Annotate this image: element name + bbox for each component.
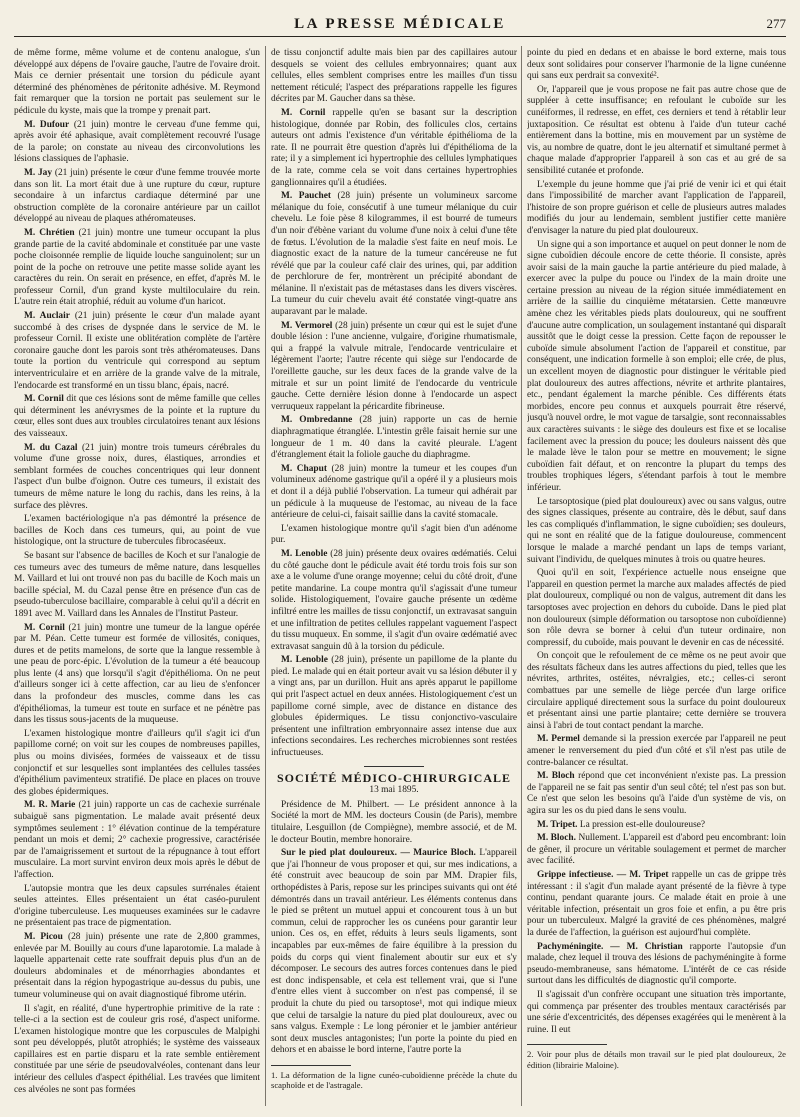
column-left	[14, 48, 260, 1103]
speaker-name: M. Bloch.	[537, 833, 576, 844]
paragraph-text: (28 juin) présente une rate de 2,800 grammes, enlevée par M. Bouilly au cours d'une laparotomie. La malade à laquelle appartenait cette rate souffrait depuis plus d'un an de douleurs abdominales et de ménorrhagies abondantes et présentait dans la région hypogastrique au-dessus du pubis, une tumeur volumineuse qui on avait diagnostiqué fibrome utérin.	[14, 931, 260, 1000]
paragraph-text: L'examen histologique montre qu'il s'agit bien d'un adénome pur.	[271, 523, 517, 546]
paragraph	[271, 524, 517, 547]
paragraph	[14, 48, 260, 118]
paragraph-text: Un signe qui a son importance et auquel on peut donner le nom de signe cuboïdien découle encore de cette théorie. Il consiste, après avoir saisi de la main gauche la partie antérieure du pied malade, à exercer avec la pulpe du pouce ou l'index de la main droite une certaine pression au niveau de la région située immédiatement en arrière de la saillie du cinquième métatarsien. Cette manœuvre amène chez les véritables pieds plats douloureux, qui ne souffrent d'aucune autre complication, un soulagement instantané qui disparaît aussitôt que le doigt cesse la pression. Cette façon de repousser le cuboïde simule absolument l'action de l'appareil et constitue, par conséquent, une indication formelle à son emploi; elle crée, de plus, un excellent moyen de diagnostic pour distinguer le véritable pied plat douloureux des autres affections, névrite et arthrite plantaires, etc., pendant également la marche pénible. Ces différents états morbides, encore peu connus et auxquels pourrait être réservé, jusqu'à nouvel ordre, le mot vague de tarsalgie, sont reconnaissables aux caractères suivants : le siège des douleurs est fixe et se localise facilement avec la pression du pouce; les douleurs naissent dès que le malade lève le talon pour se mettre en mouvement; le signe cuboïdien fait défaut, et on rencontre la plupart du temps des troubles trophiques légers, s'étendant parfois à tout le membre inférieur.	[527, 239, 786, 493]
speaker-name: M. Picou	[24, 931, 63, 942]
speaker-name: M. Ombredanne	[281, 415, 353, 426]
paragraph	[527, 990, 786, 1036]
paragraph-text: dit que ces lésions sont de même famille que celles qui déterminent les anévrysmes de la pointe et la rupture du cœur, elles sont dues aux troubles circulatoires tenant aux lésions des vaisseaux.	[14, 394, 260, 439]
paragraph-text: Or, l'appareil que je vous propose ne fait pas autre chose que de suppléer à cette insuffisance; en refoulant le cuboïde sur les cunéiformes, il redresse, en effet, ces derniers et tend à rétablir leur juxtaposition. Ce résultat est obtenu à l'aide d'un tuteur caché entièrement dans la bottine, mis en mouvement par un système de vis, au nombre de quatre, dont le jeu alternatif et simultané permet à chaque malade d'approprier l'appareil à son cas et au gré de sa sensibilité cutanée et profonde.	[527, 84, 786, 176]
footnote-rule	[527, 1044, 607, 1045]
paragraph-text: Quoi qu'il en soit, l'expérience actuelle nous enseigne que l'appareil en question permet la marche aux malades affectés de pied plat douloureux, compliqué ou non de valgus, autrement dit dans les tarsoptoses avec projection en dehors du cuboïde. Dans le pied plat non douloureux (simple déformation ou tarsoptose non cuboïdienne) son rôle devra se borner à celui d'un tuteur ordinaire, non compressif, du cuboïde, mais pouvant le devenir en cas de nécessité.	[527, 568, 786, 648]
paragraph-text: (21 juin) montre une tumeur occupant la plus grande partie de la cavité abdominale et constituée par une vaste poche cloisonnée remplie de liquide louche sanguinolent; sur un point de la poche on retrouve une petite masse solide ayant les caractères du rein. On serait en présence, en effet, d'après M. le professeur Cornil, d'un grand kyste multiloculaire du rein. L'autre rein était atrophié, réduit au volume d'un haricot.	[14, 227, 260, 308]
speaker-name: M. du Cazal	[24, 442, 78, 453]
paragraph-text: (21 juin) présente le cœur d'un malade ayant succombé à des crises de dyspnée dans le service de M. le professeur Cornil. Il existe une oblitération complète de l'artère coronaire gauche dont les parois sont très athéromateuses. Dans toute la portion du ventricule qui correspond au septum interventriculaire et en arrière de la grande valve de la mitrale, l'endocarde est transformé en un tissu blanc, épais, nacré.	[14, 311, 260, 391]
speaker-name: M. Auclair	[24, 311, 70, 322]
speaker-name: M. Lenoble	[281, 548, 328, 559]
paragraph	[527, 651, 786, 732]
subheading: Grippe infectieuse. — M. Tripet	[537, 869, 669, 880]
paragraph	[14, 884, 260, 930]
paragraph-text: Il s'agissait d'un confrère occupant une situation très importante, qui commença par présenter des troubles mentaux caractérisés par une série d'excentricités, des dépenses exagérées qui le menèrent à la ruine. Il eut	[527, 989, 786, 1035]
paragraph-text: La pression est-elle douloureuse?	[577, 819, 706, 830]
paragraph-text: (28 juin) présente un cœur qui est le sujet d'une double lésion : l'une ancienne, vulgaire, d'origine rhumatismale, qui a frappé la valvule mitrale, l'endocarde ventriculaire et légèrement l'aorte; l'autre récente qui siège sur l'endocarde de l'oreillette gauche, sur les deux faces de la grande valve de la mitrale et sur un point limité de l'endocarde du ventricule gauche. Cette dernière lésion donne à l'endocarde un aspect verruqueux rappelant la péricardite fibrineuse.	[271, 320, 517, 412]
paragraph	[527, 180, 786, 238]
paragraph-text: On conçoit que le refoulement de ce même os ne peut avoir que des résultats fâcheux dans les autres affections du pied, telles que les névrites, arthrites, ostéites, névralgies, etc.; celles-ci seront combattues par une semelle de liège percée d'un large orifice circulaire appliqué directement sous la surface du point douloureux et présentant ainsi une partie plantaire; cette dernière se trouvera ainsi à l'abri de tout contact pendant la marche.	[527, 651, 786, 731]
column-divider	[521, 46, 522, 1106]
speaker-name: M. Permel	[537, 734, 580, 745]
speaker-name: M. Cornil	[281, 107, 326, 118]
journal-title: LA PRESSE MÉDICALE	[294, 16, 506, 32]
speaker-name: M. Dufour	[24, 119, 70, 130]
speaker-name: M. Lenoble	[281, 655, 328, 666]
paragraph-text: (21 juin) montre le cerveau d'une femme qui, après avoir été aphasique, avait complètement recouvré l'usage de la parole; on constate au niveau des circonvolutions les lésions classiques de l'aphasie.	[14, 119, 260, 165]
paragraph	[527, 48, 786, 83]
paragraph	[527, 240, 786, 495]
paragraph-text: (28 juin), présente un papillome de la plante du pied. Le malade qui en était porteur avait vu sa lésion débuter il y a vingt ans, par un durillon. Huit ans après apparut le papillome qui prit l'aspect actuel en deux années. Histologiquement c'est un papillome corné simple, avec de distance en distance des globules épidermiques. Le tissu conjonctivo-vasculaire présentent une infiltration embryonnaire assez intense due aux infections secondaires. Les recherches microbiennes sont restées infructueuses.	[271, 655, 517, 759]
paragraph-text: rappelle qu'en se basant sur la description histologique, donnée par Robin, des follicules clos, certains auteurs ont admis l'existence d'un véritable épithélioma de la rate. Il ne pourrait être question d'après lui d'épithélioma de la rate; il y a simplement ici hypertrophie des cellules lymphatiques de la rate, comme cela se voit dans certaines hypertrophies ganglionnaires qu'il a étudiées.	[271, 107, 517, 188]
paragraph-text: Se basant sur l'absence de bacilles de Koch et sur l'analogie de ces tumeurs avec des tumeurs de même nature, dans lesquelles M. Vaillard et lui ont trouvé non pas du bacille de Koch mais un bacille spécial, M. du Cazal pense être en présence d'un cas de pseudo-tuberculose bacillaire, comparable à celui qu'il a décrit en 1891 avec M. Vaillard dans les Annales de l'Institut Pasteur.	[14, 550, 260, 619]
paragraph-text: rappelle un cas de grippe très intéressant : il s'agit d'un malade ayant présenté de la fièvre à type continu, pendant quarante jours. Ce malade était en proie à une véritable infection, présentait un gros foie et enfin, a pu être pris pour un tuberculeux. Malgré la gravité de ces phénomènes, malgré la durée de l'affection, la guérison est aujourd'hui complète.	[527, 869, 786, 938]
paragraph	[14, 932, 260, 1002]
speaker-name: M. Bloch	[537, 771, 575, 782]
paragraph-text: (28 juin) présente deux ovaires œdématiés. Celui du côté gauche dont le pédicule avait été tordu trois fois sur son axe a le volume d'une orange moyenne; celui du côté droit, d'une petite mandarine. La coupe montra qu'il s'agissait d'une tumeur solide. Histologiquement, l'ovaire gauche présente un œdème infiltré entre les mailles de tissu conjonctif, un extravasat sanguin et une infiltration de petites cellules rappelant vaguement l'aspect du tissu muqueux. En somme, il s'agit d'un ovaire œdématié avec extravasat sanguin dû à la torsion du pédicule.	[271, 548, 517, 652]
paragraph	[271, 464, 517, 522]
paragraph	[527, 734, 786, 769]
speaker-name: M. Chrétien	[24, 227, 75, 238]
paragraph	[14, 168, 260, 226]
paragraph-text: pointe du pied en dedans et en abaisse le bord externe, mais tous deux sont solidaires pour conserver l'harmonie de la ligne cunéenne qui sans eux perdrait sa convexité².	[527, 48, 786, 82]
paragraph-text: Il s'agit, en réalité, d'une hypertrophie primitive de la rate : telle-ci a la section est de couleur gris rosé, d'aspect uniforme. L'examen histologique montre que les corpuscules de Malpighi sont peu développés, plutôt atrophiés; le système des vaisseaux capillaires est en partie disparu et la rate semble entièrement constituée par une série de pseudovalvéoles, contenant dans leur intérieur des cellules d'aspect épithélial. Les travées que limitent ces alvéoles ne sont pas formées	[14, 1003, 260, 1095]
paragraph-text: Présidence de M. Philbert. — Le président annonce à la Société la mort de MM. les docteurs Cousin (de Paris), membre titulaire, Lesguillon (de Compiègne), membre associé, et de M. le docteur Boutin, membre honoraire.	[271, 799, 517, 845]
paragraph	[527, 497, 786, 567]
paragraph-text: L'examen histologique montre d'ailleurs qu'il s'agit ici d'un papillome corné; on voit sur les coupes de nombreuses papilles, plus ou moins divisées, formées de vaisseaux et de tissu conjonctif et sur lesquelles sont implantées des cellules tassées d'épithélium pavimenteux stratifié. De place en places on trouve des globes épidermiques.	[14, 728, 260, 797]
paragraph	[271, 108, 517, 189]
paragraph-text: de même forme, même volume et de contenu analogue, s'un développé aux dépens de l'ovaire gauche, l'autre de l'ovaire droit. Mais ce dernier présentait une torsion du pédicule ayant déterminé des phénomènes de péritonite adhésive. M. Reymond fait remarquer que la torsion ne portait pas seulement sur le pédicule du kyste, mais que la trompe y prenait part.	[14, 48, 260, 116]
paragraph-text: (21 juin) montre une tumeur de la langue opérée par M. Péan. Cette tumeur est formée de villosités, coniques, dures et de petits mamelons, de sorte que la langue ressemble à une peau de porc-épic. L'évolution de la tumeur a été beaucoup plus lente (4 ans) que lorsqu'il s'agit d'épithélioma. On ne peut d'ailleurs songer ici à cette affection, car au lieu de s'enfoncer dans la profondeur des muscles, comme dans les cas d'épithéliomas, la tumeur est toute en surface et ne pénètre pas dans les tissus sous-jacents de la muqueuse.	[14, 622, 260, 726]
column-divider	[265, 46, 266, 1106]
paragraph-text: Nullement. L'appareil est d'abord peu encombrant: loin de gêner, il procure un véritable soulagement et permet de marcher avec facilité.	[527, 833, 786, 867]
paragraph-text: L'exemple du jeune homme que j'ai prié de venir ici et qui était dans l'impossibilité de marcher avant l'application de l'appareil, l'histoire de son propre guérison et celle de plusieurs autres malades modifiés du jour au lendemain, semblent justifier cette manière d'envisager la nature du pied plat douloureux.	[527, 179, 786, 236]
paragraph-text: rapporte l'autopsie d'un malade, chez lequel il trouva des lésions de pachyméningite à forme pseudo-membraneuse, sans hématome. L'intérêt de ce cas réside surtout dans les difficultés de diagnostic qu'il comporte.	[527, 941, 786, 987]
paragraph	[14, 514, 260, 549]
footnote: 2. Voir pour plus de détails mon travail sur le pied plat douloureux, 2e édition (librairie Maloine).	[527, 1049, 786, 1070]
paragraph-text: de tissu conjonctif adulte mais bien par des capillaires autour desquels se voient des cellules embryonnaires; quant aux cellules, elles semblent comprises entre les mailles d'un tissu nettement réticulé; l'aspect des préparations rappelle les figures décrites par M. Gaucher dans sa thèse.	[271, 48, 517, 105]
paragraph-text: répond que cet inconvénient n'existe pas. La pression de l'appareil ne se fait pas sentir d'un seul côté; tel n'est pas son but. Ce n'est que selon les besoins qu'à l'aide d'un système de vis, on agira sur les os du pied dans le sens voulu.	[527, 771, 786, 816]
paragraph	[271, 655, 517, 759]
section-rule	[364, 766, 424, 767]
speaker-name: M. Cornil	[24, 394, 64, 405]
speaker-name: M. Pauchet	[281, 191, 332, 202]
speaker-name: M. Chaput	[281, 463, 327, 474]
paragraph	[271, 48, 517, 106]
paragraph	[527, 833, 786, 868]
section-date: 13 mai 1895.	[369, 785, 419, 796]
paragraph	[14, 729, 260, 799]
paragraph	[271, 191, 517, 319]
paragraph	[14, 311, 260, 392]
section-title: SOCIÉTÉ MÉDICO-CHIRURGICALE	[276, 770, 512, 785]
paragraph-text: L'examen bactériologique n'a pas démontré la présence de bacilles de Koch dans ces tumeurs, qui, au point de vue histologique, ont la structure de tubercules fibrocaséeux.	[14, 514, 260, 548]
paragraph	[271, 321, 517, 414]
speaker-name: M. Cornil	[24, 622, 65, 633]
speaker-name: M. Tripet.	[537, 819, 578, 830]
paragraph	[271, 800, 517, 846]
paragraph	[14, 394, 260, 440]
paragraph	[14, 228, 260, 309]
paragraph-text: L'appareil que j'ai l'honneur de vous proposer et qui, sur mes indications, a été construit avec beaucoup de soin par MM. Drapier fils, orthopédistes à Paris, repose sur les principes suivants qui ont été démontrés dans un travail antérieur. Les éléments contenus dans le pied se prêtent un mutuel appui et concourent tous à un but commun, celui de rapprocher les os cunéens pour garantir leur union. Ces os, en effet, réduits à leurs seuls ligaments, sont incapables par eux-mêmes de faire équilibre à la pression du poids du corps qui vient finalement aboutir sur eux et s'y décomposer. Le secours des autres forces contenues dans le pied est donc indispensable, et cela est tellement vrai, que si l'une d'entre elles vient à succomber on n'est pas compensé, il se produit la chute du pied ou tarsoptose¹, mot qui indique mieux que celui de tarsalgie la nature du pied plat douloureux, avec ou sans valgus. Exemple : Le long péronier et le jambier antérieur sont deux muscles antagonistes; l'un porte la pointe du pied en dehors et en abaisse le bord interne, l'autre porte la	[271, 848, 517, 1056]
paragraph-text: (21 juin) rapporte un cas de cachexie surrénale subaiguë sans pigmentation. Le malade avait présenté deux symptômes seulement : 1° élévation continue de la température pendant un mois et demi; 2° cachexie progressive, caractérisée par de l'amaigrissement et surtout de la répugnance à tout effort musculaire. La mort survint environ deux mois après le début de l'affection.	[14, 800, 260, 880]
paragraph	[14, 1004, 260, 1097]
column-middle	[271, 48, 517, 1103]
footnote: 1. La déformation de la ligne cunéo-cuboïdienne précède la chute du scaphoïde et de l'astragale.	[271, 1069, 517, 1091]
subheading: Pachyméningite. — M. Christian	[537, 941, 683, 952]
paragraph	[14, 551, 260, 621]
column-right	[527, 48, 786, 1103]
subheading: Sur le pied plat douloureux. — Maurice Bloch.	[281, 848, 476, 859]
paragraph-text: Le tarsoptosique (pied plat douloureux) avec ou sans valgus, outre des signes classiques, présente au contraire, dès le début, sauf dans les cas compliqués d'inflammation, le signe cuboïdien; ses douleurs, qui ne sont en réalité que de la fatigue douloureuse, commencent lorsque le malade a marché pendant un laps de temps variant, suivant l'individu, de quelques minutes à trois ou quatre heures.	[527, 496, 786, 565]
paragraph-text: (28 juin) montre la tumeur et les coupes d'un volumineux adénome gastrique qu'il a opéré il y a plusieurs mois et dont il a déjà publié l'observation. La tumeur qui adhérait par un pédicule à la muqueuse de l'estomac, au niveau de la face antérieure de celui-ci, faisait saillie dans la cavité stomacale.	[271, 463, 517, 521]
paragraph	[527, 942, 786, 988]
paragraph	[271, 848, 517, 1057]
paragraph-text: (28 juin) présente un volumineux sarcome mélanique du foie, consécutif à une tumeur mélanique du cuir chevelu. Le foie pèse 8 kilogrammes, il est bourré de tumeurs d'un noir d'ébène variant du volume d'une noix à celui d'une tête de fœtus. L'évolution de la maladie s'est faite en neuf mois. Le diagnostic exact de la nature de la tumeur cancéreuse ne fut révélé que par la couleur café clair des urines, qui, par addition de perchlorure de fer, montrèrent un précipité abondant de mélanine. Il n'existait pas de métastases dans les divers viscères. La tumeur du cuir chevelu avait été constatée vingt-quatre ans auparavant par le malade.	[271, 191, 517, 318]
speaker-name: M. Jay	[24, 167, 53, 178]
speaker-name: M. R. Marie	[24, 800, 76, 811]
paragraph	[14, 800, 260, 881]
paragraph	[14, 623, 260, 727]
paragraph	[271, 415, 517, 461]
paragraph	[527, 870, 786, 940]
paragraph-text: (28 juin) rapporte un cas de hernie diaphragmatique étranglée. L'intestin grêle faisait hernie sur une longueur de 1 m. 40 dans la cavité pleurale. L'agent d'étranglement était la foliole gauche du diaphragme.	[271, 415, 517, 461]
paragraph-text: (21 juin) montre trois tumeurs cérébrales du volume d'une grosse noix, dures, élastiques, arrondies et semblant formées de couches concentriques qui leur donnent l'aspect d'un bulbe d'oignon. Outre ces tumeurs, il existait des tumeurs de même nature le long du rachis, dans les reins, à la surface des plèvres.	[14, 442, 260, 511]
paragraph	[527, 568, 786, 649]
page-header	[14, 14, 786, 37]
paragraph-text: L'autopsie montra que les deux capsules surrénales étaient seules atteintes. Elles présentaient un état caséo-purulent d'origine tuberculeuse. Les muqueuses examinées sur le cadavre ne présentaient pas trace de pigmentation.	[14, 883, 260, 929]
paragraph-text: demande si la pression exercée par l'appareil ne peut amener le renversement du pied d'un côté et s'il n'est pas utile de contre-balancer ce résultat.	[527, 734, 786, 768]
paragraph	[527, 771, 786, 817]
page-number: 277	[766, 16, 786, 31]
paragraph	[14, 120, 260, 166]
speaker-name: M. Vermorel	[281, 320, 333, 331]
paragraph	[14, 443, 260, 513]
paragraph-text: (21 juin) présente le cœur d'une femme trouvée morte dans son lit. La mort était due à une rupture du cœur, rupture secondaire à un infarctus cardiaque déterminé par une obstruction complète de la coronaire antérieure par un caillot développé au niveau de plaques athéromateuses.	[14, 167, 260, 225]
paragraph	[527, 820, 786, 832]
footnote-rule	[271, 1065, 351, 1066]
paragraph	[271, 549, 517, 653]
paragraph	[527, 85, 786, 178]
